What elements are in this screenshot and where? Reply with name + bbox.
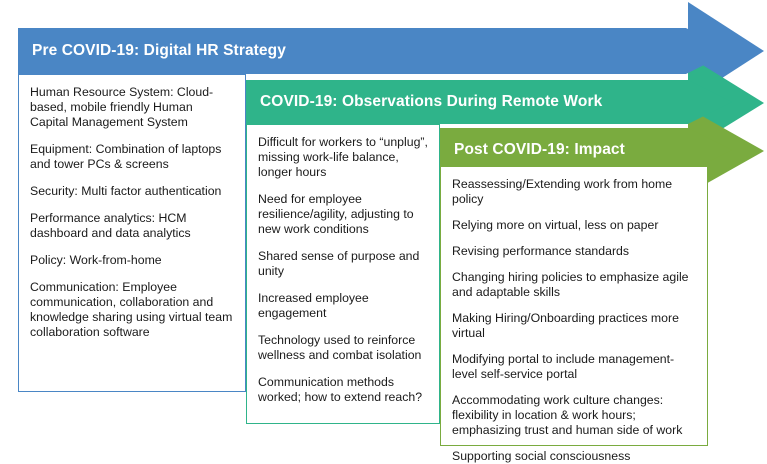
post-covid-item-7: Accommodating work culture changes: flexibility in location & work hours; emphasizing trust and human side of work	[452, 393, 683, 437]
pre-covid-banner	[18, 28, 732, 74]
pre-covid-item-4: Performance analytics: HCM dashboard and data analytics	[30, 211, 191, 240]
pre-covid-item-1: Human Resource System: Cloud-based, mobile friendly Human Capital Management System	[30, 85, 214, 129]
pre-covid-item-5: Policy: Work-from-home	[30, 253, 162, 267]
post-covid-item-4: Changing hiring policies to emphasize agile and adaptable skills	[452, 270, 689, 299]
covid-item-1: Difficult for workers to “unplug”, missing work-life balance, longer hours	[258, 135, 428, 179]
pre-covid-panel	[18, 74, 246, 392]
covid-item-4: Increased employee engagement	[258, 291, 369, 320]
covid-banner-label: COVID-19: Observations During Remote Work	[260, 93, 603, 110]
post-covid-panel	[440, 166, 708, 463]
covid-item-5: Technology used to reinforce wellness and combat isolation	[258, 333, 422, 362]
covid-banner	[246, 80, 732, 124]
post-covid-item-3: Revising performance standards	[452, 244, 630, 258]
post-covid-item-6: Modifying portal to include management-level self-service portal	[452, 352, 675, 381]
post-covid-item-5: Making Hiring/Onboarding practices more virtual	[452, 311, 679, 340]
post-covid-item-8: Supporting social consciousness	[452, 449, 631, 463]
covid-panel	[246, 124, 440, 424]
post-covid-item-2: Relying more on virtual, less on paper	[452, 218, 659, 232]
post-covid-banner-label: Post COVID-19: Impact	[454, 141, 625, 158]
covid-item-6: Communication methods worked; how to extend reach?	[258, 375, 423, 404]
post-covid-item-1: Reassessing/Extending work from home policy	[452, 177, 673, 206]
covid-item-3: Shared sense of purpose and unity	[258, 249, 420, 278]
pre-covid-item-6: Communication: Employee communication, collaboration and knowledge sharing using virtual team collaboration software	[30, 280, 233, 339]
pre-covid-item-2: Equipment: Combination of laptops and tower PCs & screens	[30, 142, 222, 171]
pre-covid-banner-label: Pre COVID-19: Digital HR Strategy	[32, 42, 286, 59]
covid-item-2: Need for employee resilience/agility, adjusting to new work conditions	[258, 192, 414, 236]
pre-covid-item-3: Security: Multi factor authentication	[30, 184, 222, 198]
